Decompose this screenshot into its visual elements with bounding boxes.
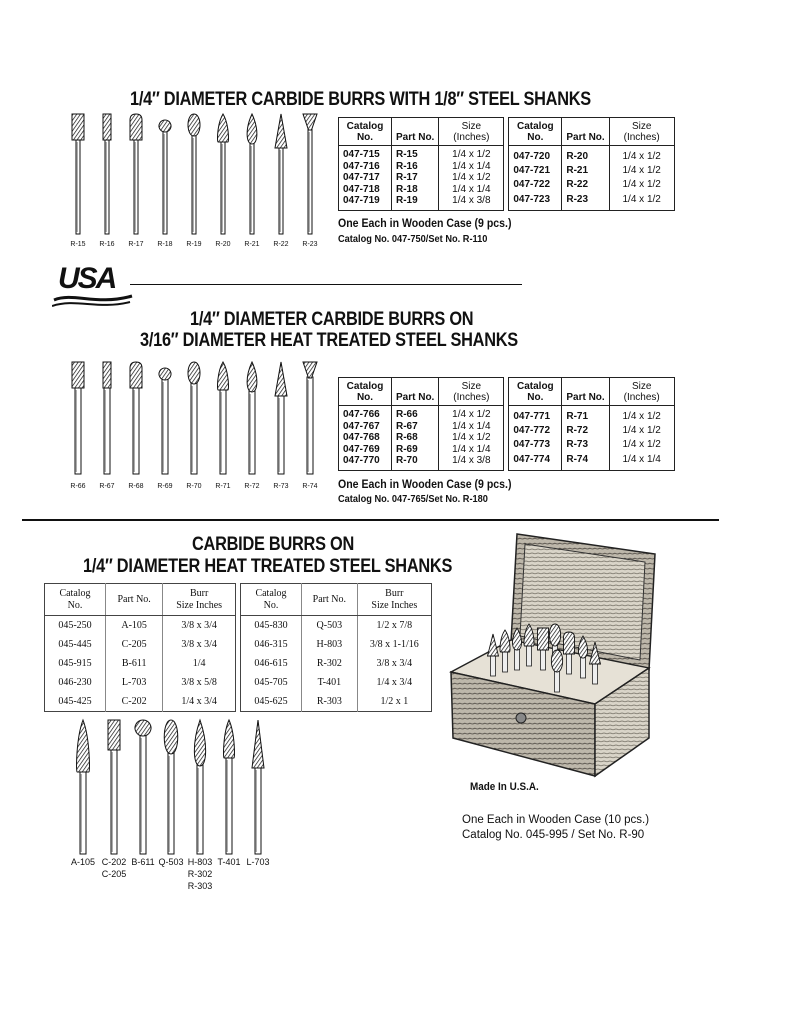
header-size: Size (Inches) xyxy=(609,378,674,406)
header-size-line1: Burr xyxy=(385,588,404,599)
table-row xyxy=(509,452,674,470)
header-size xyxy=(357,584,431,616)
part-cell: R-71 xyxy=(562,406,609,424)
section3-title-line2: 1/4″ DIAMETER HEAT TREATED STEEL SHANKS xyxy=(83,556,453,577)
size-cell: 1/4 x 1/4 xyxy=(439,421,504,433)
burr-label: R-66 xyxy=(70,483,86,490)
table-row xyxy=(339,432,504,444)
section1-tables xyxy=(338,117,675,211)
catalog-cell: 047-720 xyxy=(513,150,551,162)
part-cell: R-70 xyxy=(392,455,439,470)
size-cell: 1/2 x 1 xyxy=(357,692,431,712)
burr-label: H-803 xyxy=(187,857,213,867)
part-cell: L-703 xyxy=(106,673,163,692)
table-row xyxy=(45,692,236,712)
table-row xyxy=(339,406,504,421)
table-row xyxy=(509,164,674,178)
catalog-cell: 047-767 xyxy=(343,420,380,432)
catalog-cell: 045-625 xyxy=(254,696,288,707)
size-cell: 1/4 x 3/8 xyxy=(439,195,504,210)
part-cell: R-15 xyxy=(392,146,439,161)
table-row xyxy=(241,654,432,673)
header-part: Part No. xyxy=(392,118,439,146)
catalog-cell: 046-230 xyxy=(58,677,92,688)
section3-tables xyxy=(44,583,432,712)
burr-label: R-67 xyxy=(99,483,115,490)
part-cell: R-22 xyxy=(562,178,609,192)
catalog-cell: 047-723 xyxy=(513,193,551,205)
part-cell: Q-503 xyxy=(302,616,358,636)
table-row xyxy=(509,192,674,210)
part-cell: R-17 xyxy=(392,172,439,184)
burr-label: C-202 xyxy=(101,857,127,867)
burr-label: R-20 xyxy=(215,241,231,248)
section2-burr-illustration xyxy=(66,358,326,480)
size-cell: 1/4 x 1/4 xyxy=(609,452,674,470)
table-row xyxy=(509,438,674,452)
burr-label: R-19 xyxy=(186,241,202,248)
header-catalog: Catalog No. xyxy=(45,584,106,616)
header-catalog: Catalog No. xyxy=(241,584,302,616)
made-in-usa: Made In U.S.A. xyxy=(470,781,539,793)
section2-title-line2: 3/16″ DIAMETER HEAT TREATED STEEL SHANKS xyxy=(140,330,518,351)
header-part: Part No. xyxy=(562,118,609,146)
usa-logo-text: USA xyxy=(58,262,116,295)
catalog-cell: 047-773 xyxy=(513,439,551,451)
table-row xyxy=(339,172,504,184)
header-part: Part No. xyxy=(392,378,439,406)
size-cell: 3/8 x 5/8 xyxy=(163,673,236,692)
header-catalog: Catalog No. xyxy=(509,118,562,146)
divider-line xyxy=(130,284,522,285)
burr-label: R-21 xyxy=(244,241,260,248)
size-cell: 1/4 x 1/2 xyxy=(439,172,504,184)
section3-burr-labels xyxy=(66,857,286,897)
size-cell: 1/4 x 1/4 xyxy=(439,184,504,196)
table-row xyxy=(339,195,504,210)
size-cell: 1/4 x 1/2 xyxy=(609,164,674,178)
table-row xyxy=(45,616,236,636)
header-size: Size (Inches) xyxy=(609,118,674,146)
section1-right-table xyxy=(508,117,674,211)
section3-burr-illustration xyxy=(66,716,286,856)
header-size-line2: Size Inches xyxy=(371,600,418,611)
catalog-cell: 046-315 xyxy=(254,639,288,650)
part-cell: R-303 xyxy=(302,692,358,712)
table-row xyxy=(339,444,504,456)
part-cell: R-72 xyxy=(562,424,609,438)
catalog-cell: 045-830 xyxy=(254,620,288,631)
size-cell: 1/4 x 1/2 xyxy=(439,146,504,161)
section1-case-note: One Each in Wooden Case (9 pcs.) xyxy=(338,216,512,230)
burr-label: R-70 xyxy=(186,483,202,490)
catalog-cell: 047-721 xyxy=(513,165,551,177)
header-size xyxy=(163,584,236,616)
size-cell: 1/4 x 1/2 xyxy=(609,406,674,424)
table-row xyxy=(45,654,236,673)
burr-label: R-73 xyxy=(273,483,289,490)
section1-case-catalog: Catalog No. 047-750/Set No. R-110 xyxy=(338,233,488,245)
part-cell: T-401 xyxy=(302,673,358,692)
catalog-cell: 047-766 xyxy=(343,409,380,420)
burr-label: R-71 xyxy=(215,483,231,490)
size-cell: 3/8 x 3/4 xyxy=(357,654,431,673)
burr-label: B-611 xyxy=(131,857,155,867)
part-cell: R-69 xyxy=(392,444,439,456)
catalog-cell: 047-719 xyxy=(343,195,380,207)
table-row xyxy=(509,178,674,192)
section1-left-table xyxy=(338,117,504,211)
part-cell: R-73 xyxy=(562,438,609,452)
part-cell: R-19 xyxy=(392,195,439,210)
burr-label: R-22 xyxy=(273,241,289,248)
section1-burr-illustration xyxy=(66,108,326,240)
size-cell: 1/4 x 1/2 xyxy=(609,424,674,438)
part-cell: R-21 xyxy=(562,164,609,178)
part-cell: R-74 xyxy=(562,452,609,470)
catalog-cell: 045-705 xyxy=(254,677,288,688)
size-cell: 1/4 x 3/4 xyxy=(357,673,431,692)
section2-case-catalog: Catalog No. 047-765/Set No. R-180 xyxy=(338,493,488,505)
burr-label: R-303 xyxy=(187,881,213,891)
part-cell: R-23 xyxy=(562,192,609,210)
case-clasp xyxy=(516,713,526,723)
size-cell: 1/4 x 1/2 xyxy=(609,146,674,164)
catalog-cell: 046-615 xyxy=(254,658,288,669)
size-cell: 1/2 x 7/8 xyxy=(357,616,431,636)
section3-title-line1: CARBIDE BURRS ON xyxy=(192,534,355,555)
table-row xyxy=(339,455,504,470)
size-cell: 3/8 x 1-1/16 xyxy=(357,635,431,654)
burr-label: R-16 xyxy=(99,241,115,248)
size-cell: 1/4 x 1/2 xyxy=(439,432,504,444)
section3-right-table xyxy=(240,583,432,712)
wooden-case-illustration xyxy=(445,532,667,782)
part-cell: R-68 xyxy=(392,432,439,444)
catalog-cell: 045-250 xyxy=(58,620,92,631)
part-cell: A-105 xyxy=(106,616,163,636)
usa-logo xyxy=(52,262,134,308)
table-row xyxy=(241,635,432,654)
burr-label: Q-503 xyxy=(158,857,184,867)
catalog-cell: 047-774 xyxy=(513,453,551,465)
burr-label: R-69 xyxy=(157,483,173,490)
part-cell: B-611 xyxy=(106,654,163,673)
header-size-line2: Size Inches xyxy=(176,600,223,611)
size-cell: 1/4 xyxy=(163,654,236,673)
table-row xyxy=(509,146,674,164)
table-row xyxy=(509,406,674,424)
burr-label: R-302 xyxy=(187,869,213,879)
burr-label: L-703 xyxy=(246,857,270,867)
size-cell: 1/4 x 1/4 xyxy=(439,161,504,173)
size-cell: 1/4 x 3/4 xyxy=(163,692,236,712)
burr-label: R-68 xyxy=(128,483,144,490)
catalog-cell: 045-425 xyxy=(58,696,92,707)
section2-right-table xyxy=(508,377,674,471)
header-size: Size (Inches) xyxy=(439,118,504,146)
table-row xyxy=(509,424,674,438)
header-size-line1: Burr xyxy=(189,588,209,599)
header-part: Part No. xyxy=(562,378,609,406)
catalog-cell: 047-769 xyxy=(343,443,380,455)
size-cell: 1/4 x 1/2 xyxy=(439,406,504,421)
burr-label: R-15 xyxy=(70,241,86,248)
section2-tables xyxy=(338,377,675,471)
part-cell: C-202 xyxy=(106,692,163,712)
burr-label: T-401 xyxy=(217,857,241,867)
header-part: Part No. xyxy=(106,584,163,616)
size-cell: 1/4 x 1/2 xyxy=(609,178,674,192)
table-row xyxy=(339,421,504,433)
section2-left-table xyxy=(338,377,504,471)
table-row xyxy=(241,673,432,692)
burr-label: R-23 xyxy=(302,241,318,248)
table-row xyxy=(241,692,432,712)
table-row xyxy=(339,161,504,173)
catalog-cell: 047-716 xyxy=(343,160,380,172)
section-divider xyxy=(22,519,719,521)
section1-title: 1/4″ DIAMETER CARBIDE BURRS WITH 1/8″ STEEL SHANKS xyxy=(130,89,591,110)
catalog-cell: 045-915 xyxy=(58,658,92,669)
header-size: Size (Inches) xyxy=(439,378,504,406)
section2-burr-labels xyxy=(66,483,326,495)
catalog-cell: 047-722 xyxy=(513,179,551,191)
section1-burr-labels xyxy=(66,241,326,253)
size-cell: 3/8 x 3/4 xyxy=(163,616,236,636)
catalog-cell: 047-717 xyxy=(343,172,380,184)
header-catalog: Catalog No. xyxy=(339,118,392,146)
table-row xyxy=(339,146,504,161)
burr-label: C-205 xyxy=(101,869,127,879)
size-cell: 1/4 x 3/8 xyxy=(439,455,504,470)
table-row xyxy=(241,616,432,636)
size-cell: 1/4 x 1/4 xyxy=(439,444,504,456)
header-catalog: Catalog No. xyxy=(339,378,392,406)
part-cell: R-20 xyxy=(562,146,609,164)
part-cell: H-803 xyxy=(302,635,358,654)
part-cell: R-16 xyxy=(392,161,439,173)
catalog-cell: 045-445 xyxy=(58,639,92,650)
part-cell: R-18 xyxy=(392,184,439,196)
table-row xyxy=(339,184,504,196)
table-row xyxy=(45,635,236,654)
catalog-cell: 047-770 xyxy=(343,455,380,467)
header-part: Part No. xyxy=(302,584,358,616)
section3-left-table xyxy=(44,583,236,712)
section3-case-catalog: Catalog No. 045-995 / Set No. R-90 xyxy=(462,829,645,841)
part-cell: R-67 xyxy=(392,421,439,433)
section2-title-line1: 1/4″ DIAMETER CARBIDE BURRS ON xyxy=(190,309,474,330)
header-catalog: Catalog No. xyxy=(509,378,562,406)
catalog-cell: 047-715 xyxy=(343,149,380,160)
section2-case-note: One Each in Wooden Case (9 pcs.) xyxy=(338,477,512,491)
burr-label: A-105 xyxy=(70,857,96,867)
burr-label: R-18 xyxy=(157,241,173,248)
burr-label: R-74 xyxy=(302,483,318,490)
part-cell: R-302 xyxy=(302,654,358,673)
size-cell: 3/8 x 3/4 xyxy=(163,635,236,654)
section3-case-note: One Each in Wooden Case (10 pcs.) xyxy=(462,814,650,826)
catalog-cell: 047-772 xyxy=(513,425,551,437)
table-row xyxy=(45,673,236,692)
burr-label: R-17 xyxy=(128,241,144,248)
part-cell: C-205 xyxy=(106,635,163,654)
size-cell: 1/4 x 1/2 xyxy=(609,438,674,452)
catalog-cell: 047-771 xyxy=(513,410,551,422)
burr-label: R-72 xyxy=(244,483,260,490)
part-cell: R-66 xyxy=(392,406,439,421)
catalog-cell: 047-768 xyxy=(343,432,380,444)
catalog-cell: 047-718 xyxy=(343,183,380,195)
size-cell: 1/4 x 1/2 xyxy=(609,192,674,210)
